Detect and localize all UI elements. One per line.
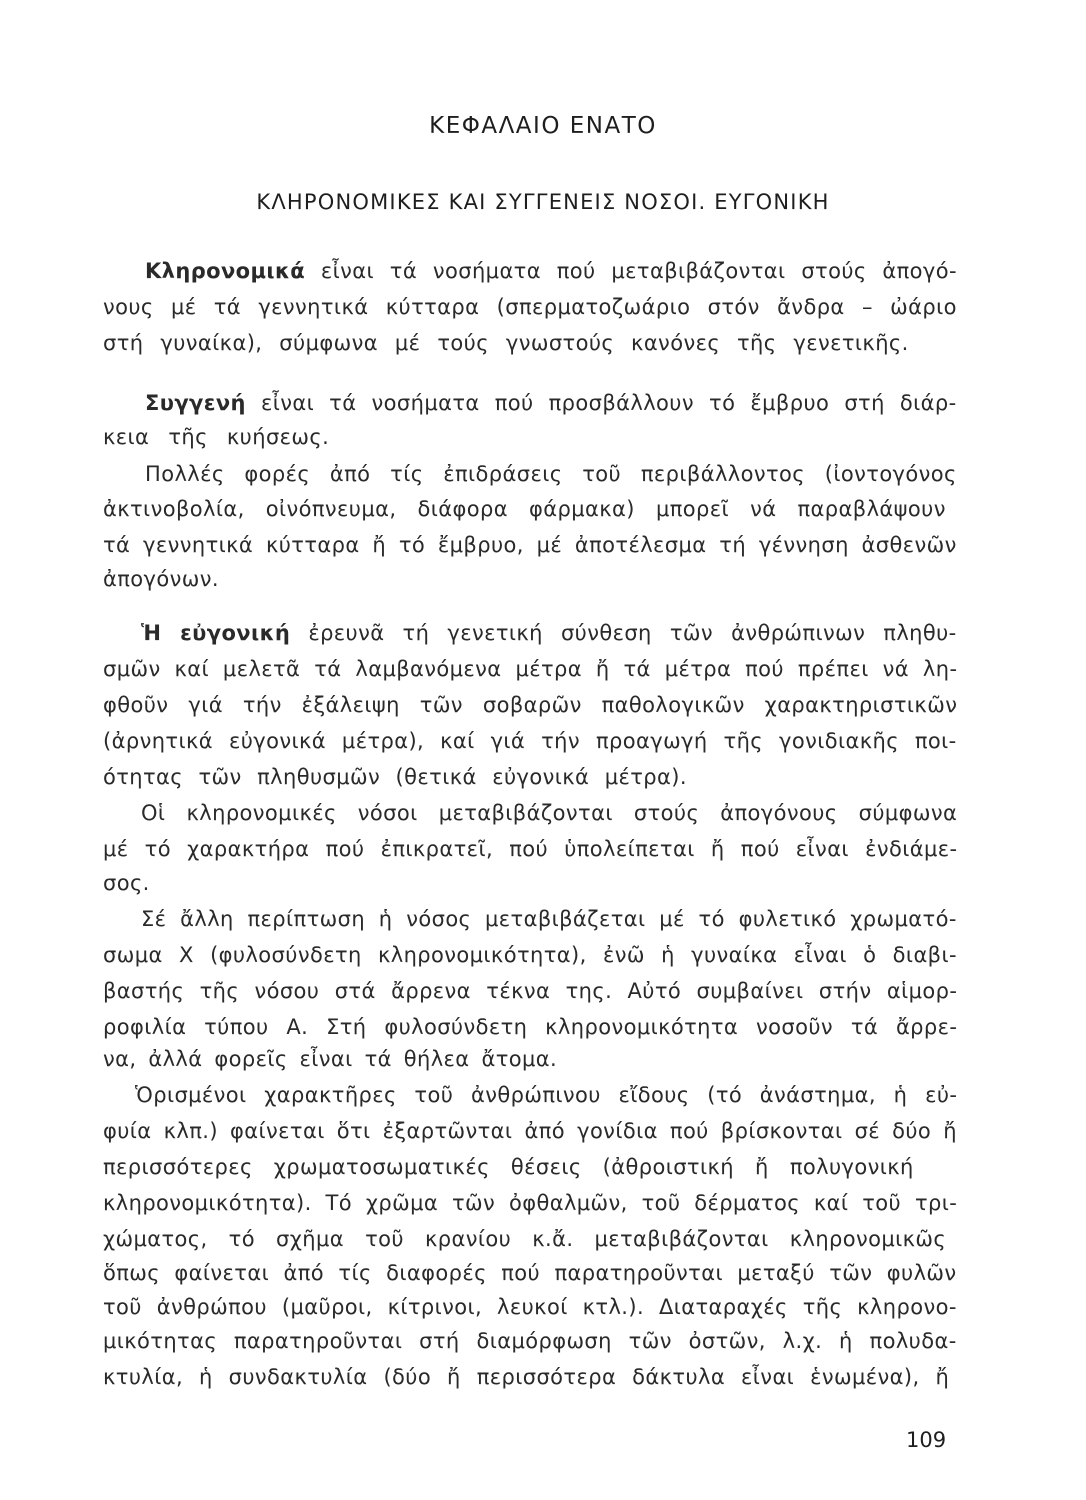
chapter-title: ΚΕΦΑΛΑΙΟ ΕΝΑΤΟ bbox=[429, 113, 657, 139]
body-line: Κληρονομικά εἶναι τά νοσήματα πού μεταβιβάζονται στούς ἀπογό- bbox=[145, 259, 957, 283]
body-line: τά γεννητικά κύτταρα ἤ τό ἔμβρυο, μέ ἀποτέλεσμα τή γέννηση ἀσθενῶν bbox=[103, 533, 957, 557]
body-line: να, ἀλλά φορεῖς εἶναι τά θήλεα ἄτομα. bbox=[103, 1047, 558, 1071]
body-line: σμῶν καί μελετᾶ τά λαμβανόμενα μέτρα ἤ τά μέτρα πού πρέπει νά λη- bbox=[103, 657, 958, 681]
page-number: 109 bbox=[906, 1428, 947, 1452]
body-line: φυία κλπ.) φαίνεται ὅτι ἐξαρτῶνται ἀπό γονίδια πού βρίσκονται σέ δύο ἤ bbox=[103, 1119, 957, 1143]
body-line: τοῦ ἀνθρώπου (μαῦροι, κίτρινοι, λευκοί κτλ.). Διαταραχές τῆς κληρονο- bbox=[103, 1295, 957, 1319]
body-line: Ὁρισμένοι χαρακτῆρες τοῦ ἀνθρώπινου εἴδους (τό ἀνάστημα, ἡ εὐ- bbox=[135, 1083, 958, 1107]
body-line: ἀκτινοβολία, οἰνόπνευμα, διάφορα φάρμακα) μπορεῖ νά παραβλάψουν bbox=[103, 497, 946, 521]
body-line: φθοῦν γιά τήν ἐξάλειψη τῶν σοβαρῶν παθολογικῶν χαρακτηριστικῶν bbox=[103, 693, 958, 717]
body-line: κληρονομικότητα). Τό χρῶμα τῶν ὀφθαλμῶν, τοῦ δέρματος καί τοῦ τρι- bbox=[103, 1191, 958, 1215]
body-line: μέ τό χαρακτήρα πού ἐπικρατεῖ, πού ὑπολείπεται ἤ πού εἶναι ἐνδιάμε- bbox=[103, 837, 958, 861]
body-line: χώματος, τό σχῆμα τοῦ κρανίου κ.ἄ. μεταβιβάζονται κληρονομικῶς bbox=[103, 1227, 947, 1251]
body-line: Συγγενή εἶναι τά νοσήματα πού προσβάλλουν τό ἔμβρυο στή διάρ- bbox=[145, 391, 957, 415]
body-line: Ἡ εὐγονική ἐρευνᾶ τή γενετική σύνθεση τῶν ἀνθρώπινων πληθυ- bbox=[141, 621, 957, 645]
body-line: στή γυναίκα), σύμφωνα μέ τούς γνωστούς κανόνες τῆς γενετικῆς. bbox=[103, 331, 909, 355]
body-line: κτυλία, ἡ συνδακτυλία (δύο ἤ περισσότερα δάκτυλα εἶναι ἑνωμένα), ἤ bbox=[103, 1365, 950, 1389]
chapter-subtitle: ΚΛΗΡΟΝΟΜΙΚΕΣ ΚΑΙ ΣΥΓΓΕΝΕΙΣ ΝΟΣΟΙ. ΕΥΓΟΝΙΚΗ bbox=[256, 190, 830, 214]
body-line: σωμα Χ (φυλοσύνδετη κληρονομικότητα), ἐνῶ ἡ γυναίκα εἶναι ὁ διαβι- bbox=[103, 943, 957, 967]
body-line: Σέ ἄλλη περίπτωση ἡ νόσος μεταβιβάζεται μέ τό φυλετικό χρωματό- bbox=[141, 907, 957, 931]
body-line: ὅπως φαίνεται ἀπό τίς διαφορές πού παρατηροῦνται μεταξύ τῶν φυλῶν bbox=[103, 1261, 957, 1285]
body-line: κεια τῆς κυήσεως. bbox=[103, 425, 330, 449]
body-line: ότητας τῶν πληθυσμῶν (θετικά εὐγονικά μέτρα). bbox=[103, 765, 687, 789]
body-line: ἀπογόνων. bbox=[103, 567, 219, 591]
body-line: μικότητας παρατηροῦνται στή διαμόρφωση τῶν ὀστῶν, λ.χ. ἡ πολυδα- bbox=[103, 1329, 957, 1353]
body-line: Οἱ κληρονομικές νόσοι μεταβιβάζονται στούς ἀπογόνους σύμφωνα bbox=[141, 801, 958, 825]
term-heading: Συγγενή bbox=[145, 391, 246, 415]
body-line: νους μέ τά γεννητικά κύτταρα (σπερματοζωάριο στόν ἄνδρα – ὠάριο bbox=[103, 295, 957, 319]
body-line: περισσότερες χρωματοσωματικές θέσεις (ἀθροιστική ἤ πολυγονική bbox=[103, 1155, 914, 1179]
term-heading: Κληρονομικά bbox=[145, 259, 306, 283]
body-line: σος. bbox=[103, 871, 150, 895]
body-line: ροφιλία τύπου Α. Στή φυλοσύνδετη κληρονομικότητα νοσοῦν τά ἄρρε- bbox=[103, 1015, 958, 1039]
body-line: (ἀρνητικά εὐγονικά μέτρα), καί γιά τήν προαγωγή τῆς γονιδιακῆς ποι- bbox=[103, 729, 957, 753]
term-heading: Ἡ εὐγονική bbox=[141, 621, 291, 645]
body-line: βαστής τῆς νόσου στά ἄρρενα τέκνα της. Αὐτό συμβαίνει στήν αἱμορ- bbox=[103, 979, 958, 1003]
body-line: Πολλές φορές ἀπό τίς ἐπιδράσεις τοῦ περιβάλλοντος (ἰοντογόνος bbox=[145, 462, 957, 486]
